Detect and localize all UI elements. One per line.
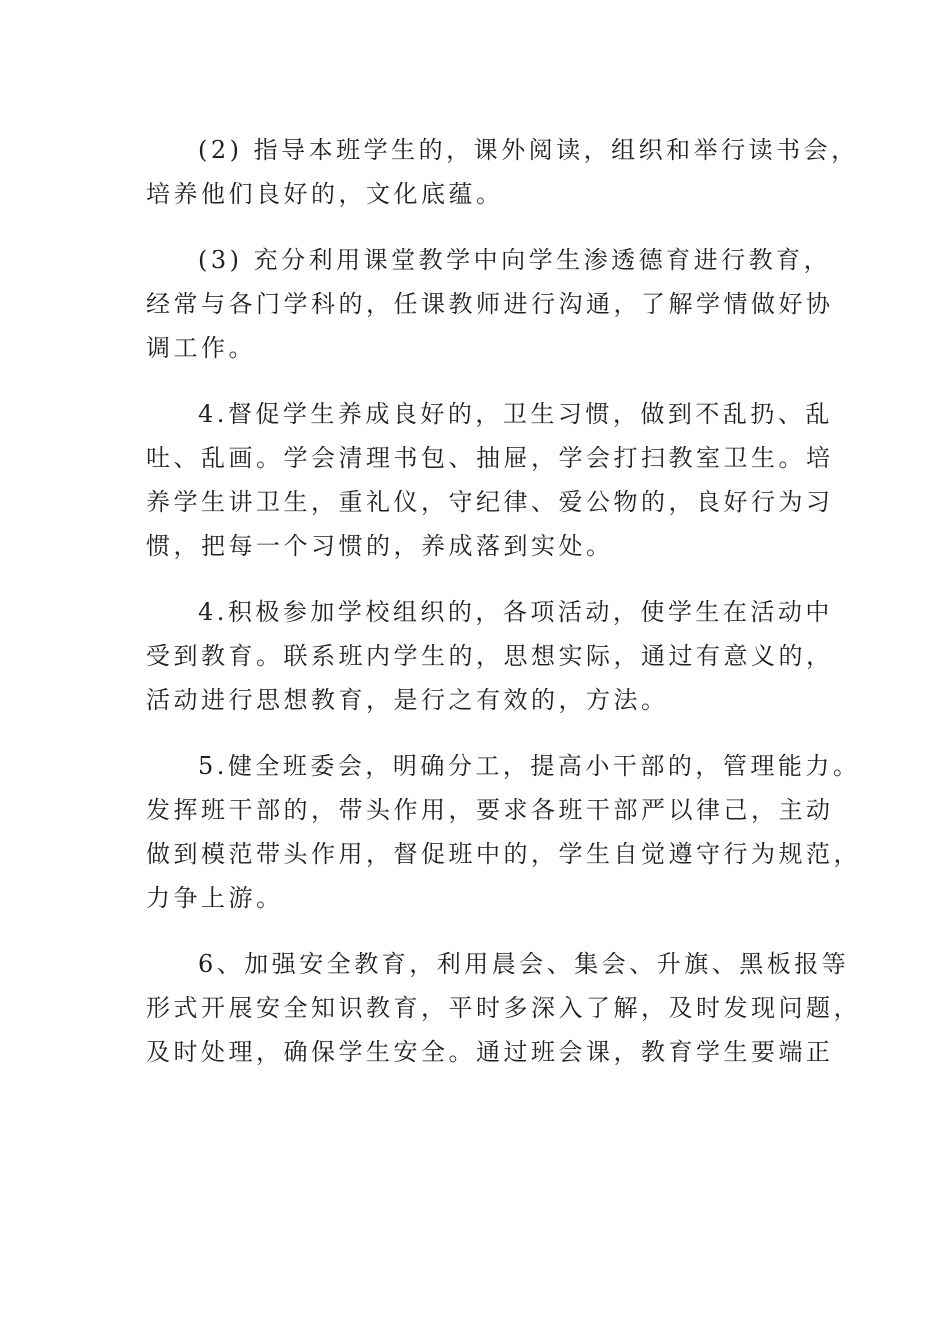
text-line: 4.积极参加学校组织的，各项活动，使学生在活动中 bbox=[198, 598, 833, 626]
text-line: 6、加强安全教育，利用晨会、集会、升旗、黑板报等 bbox=[198, 950, 850, 978]
text-line: 力争上游。 bbox=[146, 884, 284, 912]
paragraph-hygiene-habits bbox=[146, 392, 834, 568]
text-line: 5.健全班委会，明确分工，提高小干部的，管理能力。 bbox=[198, 752, 861, 780]
text-line: 发挥班干部的，带头作用，要求各班干部严以律己，主动 bbox=[146, 796, 834, 824]
paragraph-classroom-moral-education bbox=[146, 238, 834, 370]
text-line: 惯，把每一个习惯的，养成落到实处。 bbox=[146, 532, 614, 560]
text-line: (3) 充分利用课堂教学中向学生渗透德育进行教育， bbox=[198, 246, 832, 274]
text-line: 经常与各门学科的，任课教师进行沟通，了解学情做好协 bbox=[146, 290, 834, 318]
paragraph-reading-guidance bbox=[146, 128, 859, 216]
text-line: 活动进行思想教育，是行之有效的，方法。 bbox=[146, 686, 669, 714]
paragraph-school-activities bbox=[146, 590, 834, 722]
text-line: 做到模范带头作用，督促班中的，学生自觉遵守行为规范， bbox=[146, 840, 861, 868]
paragraph-safety-education bbox=[146, 942, 861, 1074]
text-line: 4.督促学生养成良好的，卫生习惯，做到不乱扔、乱 bbox=[198, 400, 833, 428]
text-line: 培养他们良好的，文化底蕴。 bbox=[146, 180, 504, 208]
document-body bbox=[146, 128, 861, 1096]
text-line: (2) 指导本班学生的，课外阅读，组织和举行读书会， bbox=[198, 136, 859, 164]
text-line: 受到教育。联系班内学生的，思想实际，通过有意义的， bbox=[146, 642, 834, 670]
text-line: 调工作。 bbox=[146, 334, 256, 362]
text-line: 养学生讲卫生，重礼仪，守纪律、爱公物的，良好行为习 bbox=[146, 488, 834, 516]
paragraph-class-committee bbox=[146, 744, 861, 920]
text-line: 及时处理，确保学生安全。通过班会课，教育学生要端正 bbox=[146, 1038, 834, 1066]
text-line: 吐、乱画。学会清理书包、抽屉，学会打扫教室卫生。培 bbox=[146, 444, 834, 472]
text-line: 形式开展安全知识教育，平时多深入了解，及时发现问题， bbox=[146, 994, 861, 1022]
